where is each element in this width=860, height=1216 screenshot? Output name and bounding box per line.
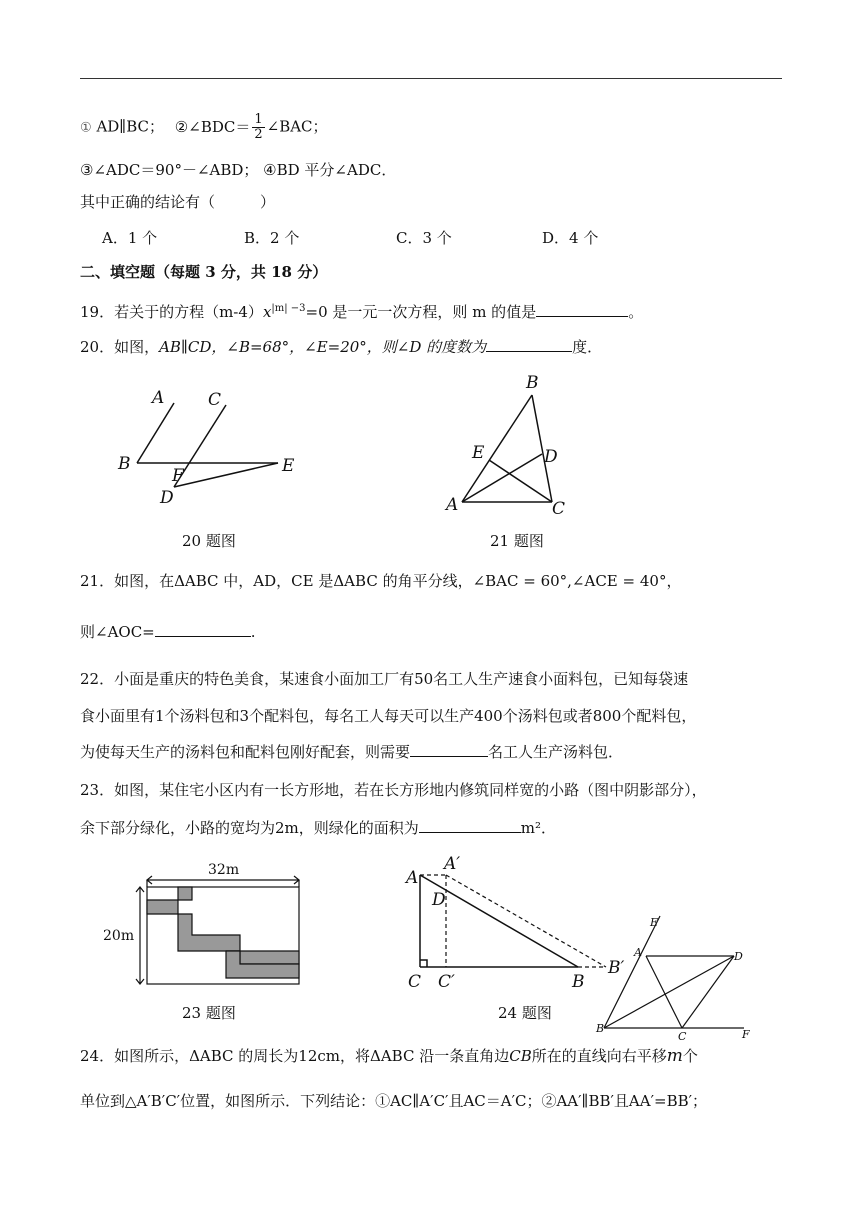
q23-pre: 余下部分绿化，小路的宽均为2m，则绿化的面积为 <box>80 819 419 837</box>
fig20-label-d: D <box>160 488 174 508</box>
question-22-line-1: 22．小面是重庆的特色美食，某速食小面加工厂有50名工人生产速食小面料包，已知每袋速 <box>80 670 689 688</box>
caption-fig23: 23 题图 <box>182 1004 236 1022</box>
figure-20 <box>110 385 310 515</box>
c1-number: ① <box>80 120 92 136</box>
question-24-line-1 <box>80 1046 698 1066</box>
fig23-label-height: 20m <box>103 928 135 944</box>
q20-end: 度． <box>572 338 603 356</box>
option-c: C．3 个 <box>396 229 452 247</box>
q22-end: 名工人生产汤料包． <box>488 743 624 761</box>
figure-parallelogram <box>594 912 764 1042</box>
fig25-label-c: C <box>678 1030 687 1043</box>
caption-fig20: 20 题图 <box>182 532 236 550</box>
fraction-half <box>252 113 264 142</box>
fig20-label-b: B <box>118 454 131 474</box>
caption-fig24: 24 题图 <box>498 1004 552 1022</box>
option-d: D．4 个 <box>542 229 599 247</box>
q19-post: =0 是一元一次方程，则 m 的值是 <box>305 303 537 321</box>
fig21-label-c: C <box>552 499 566 519</box>
option-a: A．1 个 <box>102 229 158 247</box>
question-21-line-2 <box>80 622 256 642</box>
conclusion-2-post: ∠BAC； <box>266 117 328 136</box>
fig21-label-e: E <box>472 443 485 463</box>
conclusion-4: ④BD 平分∠ADC． <box>263 161 397 179</box>
conclusions-line-2 <box>80 160 396 180</box>
conclusion-2-pre: ②∠BDC＝ <box>174 117 251 136</box>
q21-pre: 则∠AOC= <box>80 623 155 641</box>
caption-fig21: 21 题图 <box>490 532 544 550</box>
q20-pre: 20．如图， <box>80 338 160 356</box>
q24-mid: 所在的直线向右平移 <box>531 1047 667 1065</box>
option-b: B．2 个 <box>244 229 300 247</box>
question-22-line-2: 食小面里有1个汤料包和3个配料包，每名工人每天可以生产400个汤料包或者800个配料包， <box>80 707 697 725</box>
fig24-label-c: C <box>408 972 422 992</box>
figure-21 <box>440 370 580 519</box>
q19-end: 。 <box>628 303 644 321</box>
q18-options <box>80 228 640 248</box>
q18-prompt: 其中正确的结论有（ ） <box>80 193 276 211</box>
conclusion-1: AD∥BC； <box>96 117 165 136</box>
fraction-denominator: 2 <box>254 127 263 142</box>
fig24-label-d: D <box>432 890 446 910</box>
q23-answer-blank[interactable] <box>419 818 521 833</box>
q23-end: m²． <box>520 819 557 837</box>
q19-x: x <box>262 303 272 321</box>
question-23-line-1: 23．如图，某住宅小区内有一长方形地，若在长方形地内修筑同样宽的小路（图中阴影部分）， <box>80 781 707 799</box>
fig20-label-f: F <box>172 466 184 486</box>
conclusion-3: ③∠ADC＝90°－∠ABD； <box>80 161 259 179</box>
fig21-label-d: D <box>544 447 558 467</box>
fig25-label-a: A <box>634 946 642 959</box>
q24-end: 个 <box>682 1047 698 1065</box>
fraction-numerator: 1 <box>254 112 263 127</box>
fig20-label-a: A <box>152 388 165 408</box>
fig25-label-f: F <box>742 1028 750 1041</box>
q19-pre: 19．若关于的方程（m-4） <box>80 303 263 321</box>
question-21-line-1: 21．如图，在ΔABC 中，AD，CE 是ΔABC 的角平分线，∠BAC = 60°,∠ACE = 40°， <box>80 572 682 590</box>
q20-answer-blank[interactable] <box>486 337 572 352</box>
fig25-label-d: D <box>734 950 743 963</box>
conclusions-line-1 <box>80 113 328 142</box>
question-19 <box>80 299 643 322</box>
fig20-label-c: C <box>208 390 222 410</box>
q24-m: m <box>666 1046 683 1066</box>
fig21-label-b: B <box>526 373 539 393</box>
fig25-label-e: E <box>650 916 659 929</box>
q19-answer-blank[interactable] <box>536 302 628 317</box>
header-rule <box>80 78 782 79</box>
fig24-label-b: B <box>572 972 585 992</box>
question-24-line-2: 单位到△A′B′C′位置，如图所示．下列结论：①AC∥A′C′且AC＝A′C；②AA′∥BB′且AA′=BB′； <box>80 1092 708 1110</box>
fig20-label-e: E <box>282 456 295 476</box>
q20-condition: AB∥CD，∠B=68°，∠E=20°，则∠D 的度数为 <box>159 338 487 356</box>
q21-end: . <box>250 623 256 641</box>
fig24-label-a-prime: A′ <box>444 854 461 874</box>
fig25-label-b: B <box>596 1022 605 1035</box>
question-23-line-2 <box>80 818 556 838</box>
question-20 <box>80 337 602 357</box>
q19-exponent: |m| −3 <box>271 303 306 314</box>
q24-cb: CB <box>509 1047 532 1065</box>
fig23-label-width: 32m <box>208 862 240 878</box>
fig24-label-c-prime: C′ <box>438 972 455 992</box>
fig21-label-a: A <box>446 495 459 515</box>
figure-23 <box>100 860 300 990</box>
q24-pre: 24．如图所示，ΔABC 的周长为12cm，将ΔABC 沿一条直角边 <box>80 1047 510 1065</box>
q22-pre: 为使每天生产的汤料包和配料包刚好配套，则需要 <box>80 743 411 761</box>
question-22-line-3 <box>80 742 623 762</box>
fig24-label-a: A <box>406 868 419 888</box>
section-heading: 二、填空题（每题 3 分，共 18 分） <box>80 263 328 281</box>
q22-answer-blank[interactable] <box>410 742 488 757</box>
q21-answer-blank[interactable] <box>155 622 251 637</box>
fig24-label-b-prime: B′ <box>608 958 625 978</box>
